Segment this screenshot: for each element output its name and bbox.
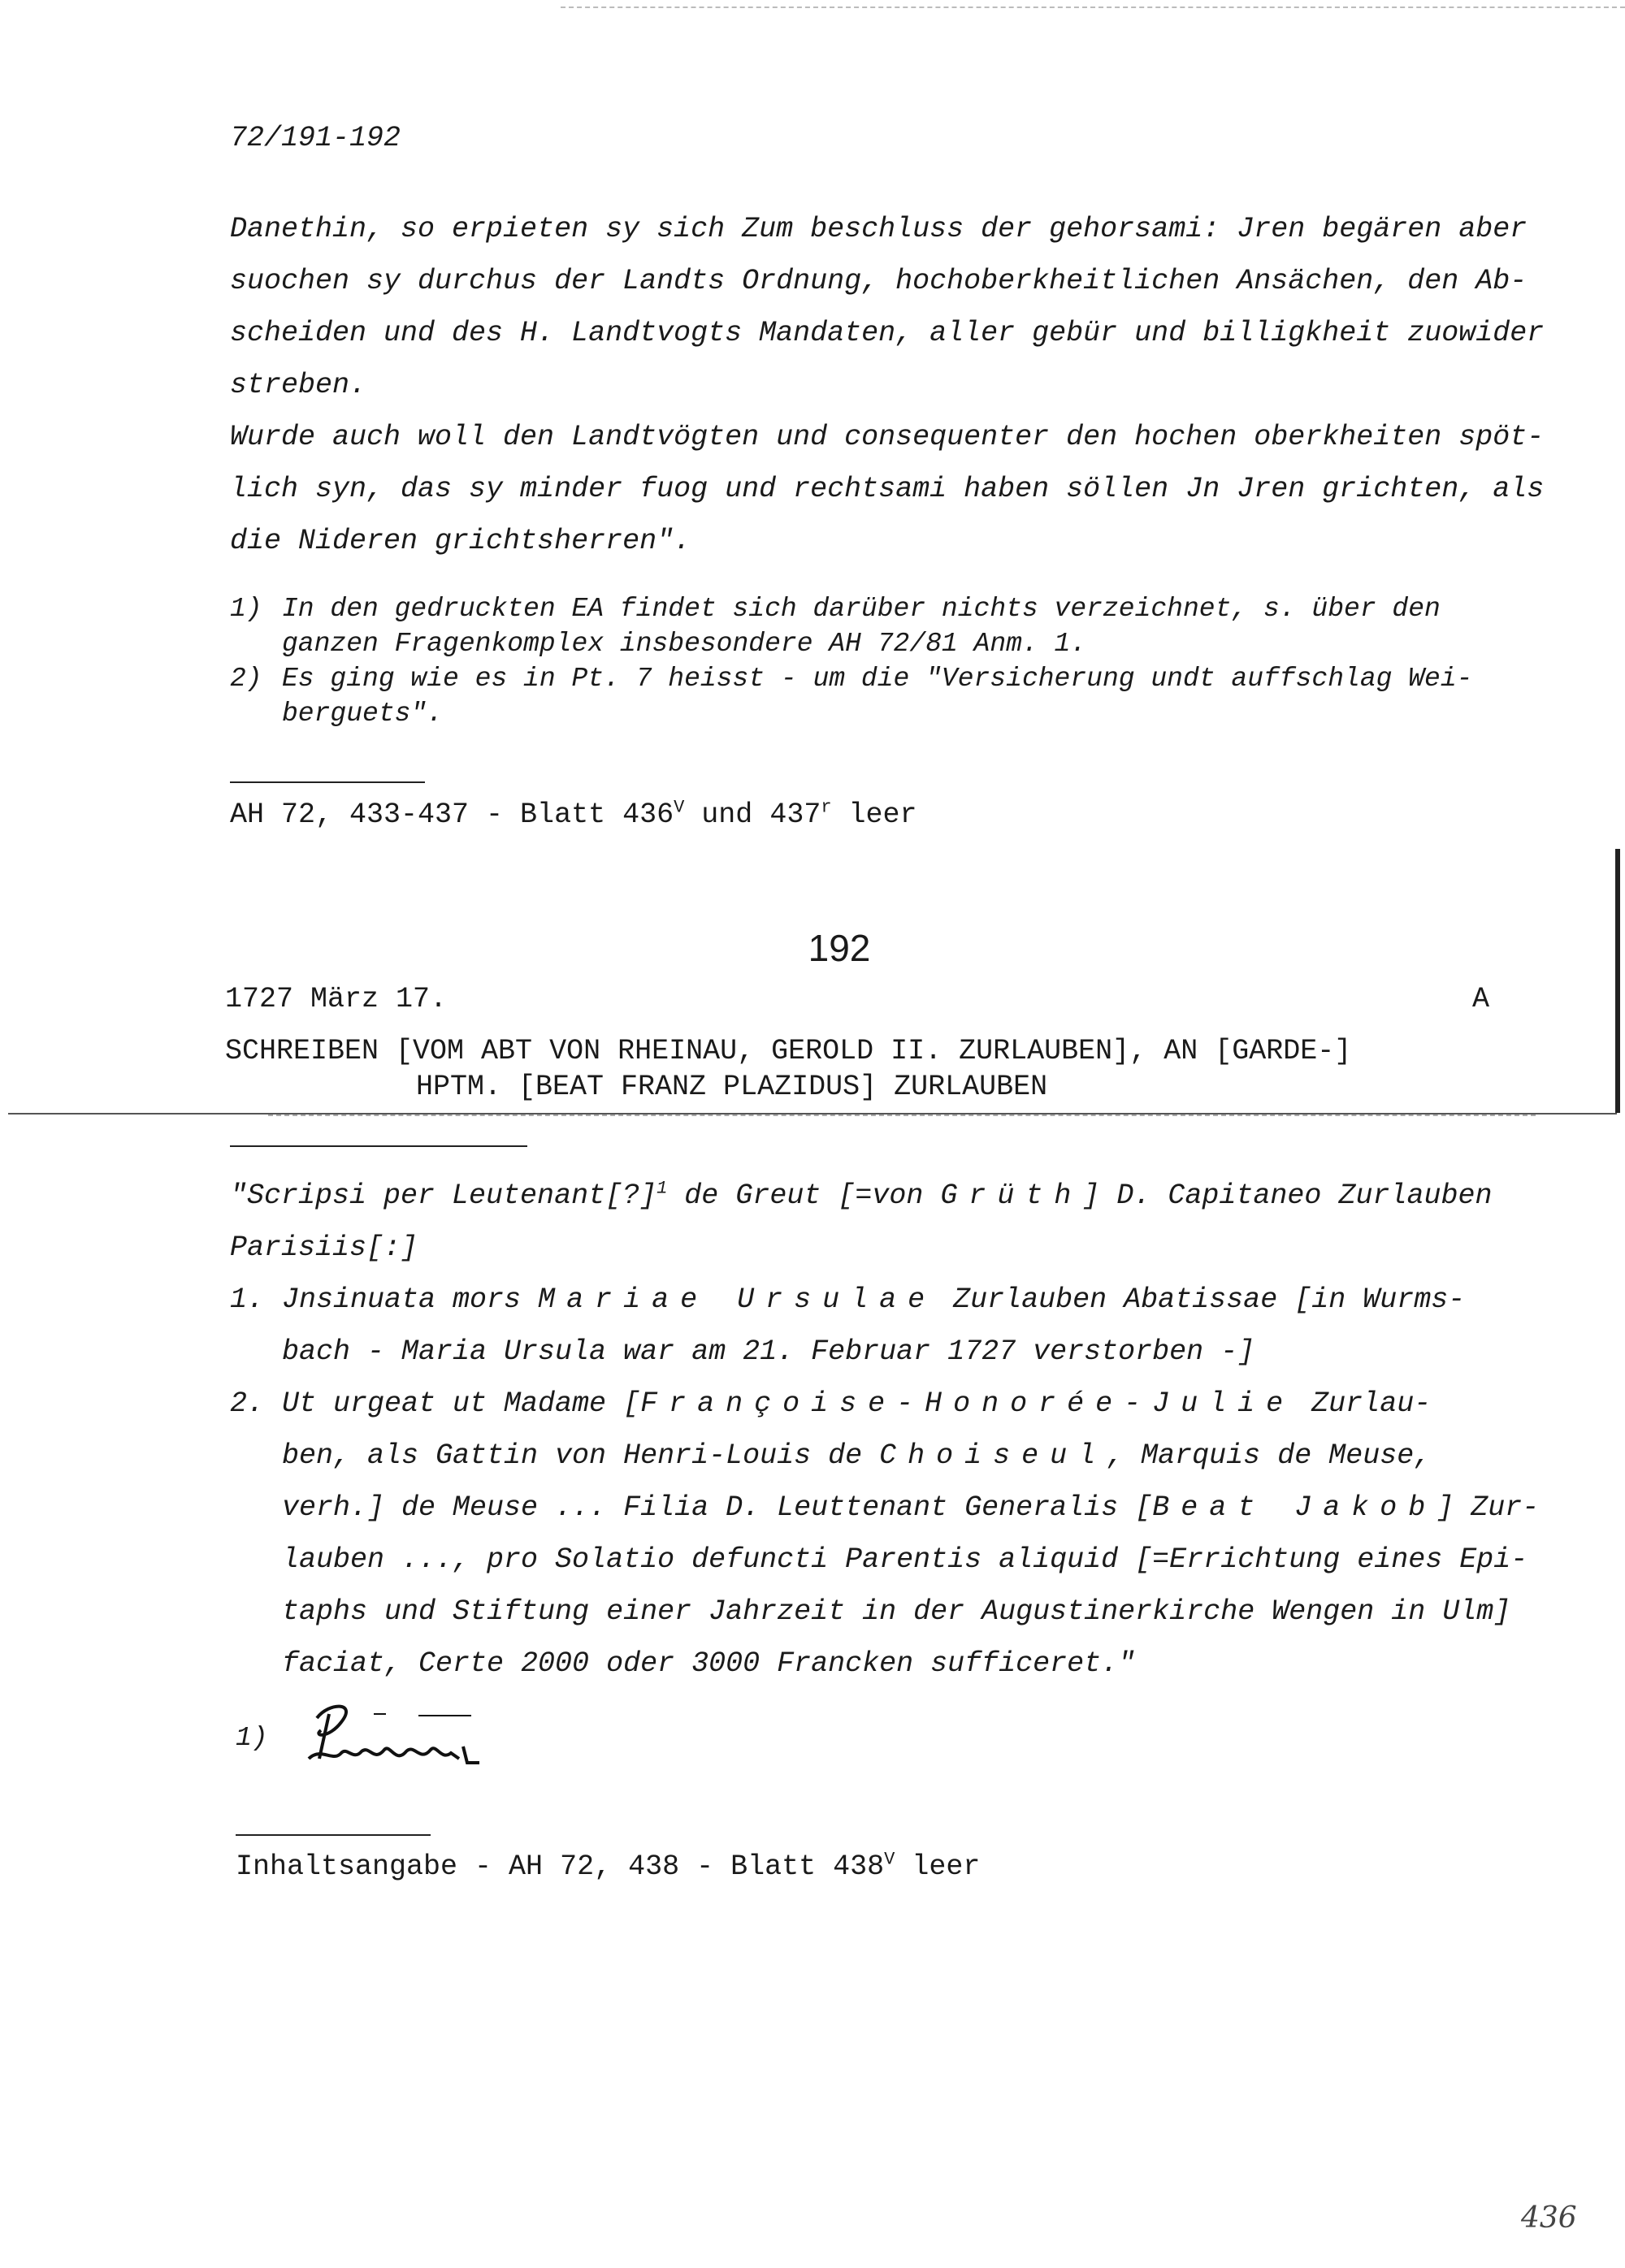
footnote-marker: 1 [656, 1178, 668, 1199]
superscript: r [821, 797, 832, 818]
footnote-text: ganzen Fragenkomplex insbesondere AH 72/81 Anm. 1. [282, 629, 1087, 659]
document-type-letter: A [1472, 983, 1490, 1015]
text-span: ] D. Capitaneo Zurlauben [1082, 1179, 1493, 1212]
text-line: streben. [230, 369, 367, 401]
spaced-name: Choiseul [879, 1439, 1107, 1472]
text-line: lauben ..., pro Solatio defuncti Parentis aliquid [=Errichtung eines Epi- [282, 1543, 1528, 1576]
spaced-name: Grüth [940, 1179, 1083, 1212]
source-text: leer [895, 1850, 981, 1883]
document-title-line-1: SCHREIBEN [VOM ABT VON RHEINAU, GEROLD II. ZURLAUBEN], AN [GARDE-] [225, 1035, 1352, 1067]
item-number: 1. [230, 1283, 265, 1316]
quote-line: Parisiis[:] [230, 1231, 418, 1264]
text-line [230, 1430, 1539, 1482]
text-span: ] Zur- [1436, 1491, 1540, 1524]
section-separator-faint [268, 1115, 1536, 1116]
footnote-divider [230, 781, 425, 783]
footnote-text: In den gedruckten EA findet sich darüber nichts verzeichnet, s. über den [282, 594, 1441, 624]
source-text: AH 72, 433-437 - Blatt 436 [230, 799, 674, 831]
text-line: lich syn, das sy minder fuog und rechtsami haben söllen Jn Jren grichten, als [230, 473, 1545, 505]
footnote-192-number: 1) [236, 1723, 268, 1753]
footnote-number: 2) [230, 664, 262, 694]
document-reference: 72/191-192 [230, 122, 401, 154]
text-line: suochen sy durchus der Landts Ordnung, hochoberkheitlichen Ansächen, den Ab- [230, 265, 1528, 297]
superscript: V [674, 797, 685, 818]
scan-edge-line [561, 6, 1625, 8]
quote-line [230, 1170, 1492, 1222]
quote-intro [230, 1170, 1492, 1274]
footnote-text: Es ging wie es in Pt. 7 heisst - um die "Versicherung undt auffschlag Wei- [282, 664, 1473, 694]
list-item [230, 1378, 1539, 1430]
document-date: 1727 März 17. [225, 983, 448, 1015]
text-line [230, 1482, 1539, 1534]
source-text: leer [831, 799, 917, 831]
superscript: V [884, 1849, 895, 1870]
text-line: taphs und Stiftung einer Jahrzeit in der Augustinerkirche Wengen in Ulm] [282, 1595, 1511, 1628]
continuation-paragraph [230, 203, 1544, 567]
handwriting-signature [297, 1698, 492, 1771]
spaced-name: Mariae Ursulae [538, 1283, 937, 1316]
document-title-line-2: HPTM. [BEAT FRANZ PLAZIDUS] ZURLAUBEN [416, 1071, 1048, 1103]
text-line: Wurde auch woll den Landtvögten und consequenter den hochen oberkheiten spöt- [230, 421, 1545, 453]
footnote-text: berguets". [282, 699, 444, 729]
footnotes-191 [230, 591, 1472, 731]
footnote-divider-192 [236, 1834, 431, 1836]
text-span: Zurlau- [1294, 1387, 1432, 1420]
text-line: bach - Maria Ursula war am 21. Februar 1727 verstorben -] [282, 1335, 1255, 1368]
quote-divider [230, 1145, 527, 1147]
source-line-192 [236, 1850, 980, 1883]
text-span: , Marquis de Meuse, [1107, 1439, 1432, 1472]
quote-items [230, 1274, 1539, 1690]
source-line-191 [230, 799, 917, 831]
text-span: "Scripsi per Leutenant[?] [230, 1179, 657, 1212]
text-span: verh.] de Meuse ... Filia D. Leuttenant Generalis [ [282, 1491, 1153, 1524]
footnote-1 [230, 591, 1472, 626]
text-line: Danethin, so erpieten sy sich Zum beschluss der gehorsami: Jren begären aber [230, 213, 1528, 245]
document-number: 192 [808, 927, 871, 969]
spaced-name: Beat Jakob [1152, 1491, 1437, 1524]
text-line: die Nideren grichtsherren". [230, 525, 691, 557]
item-number: 2. [230, 1387, 265, 1420]
source-text: und 437 [684, 799, 821, 831]
margin-bar [1615, 849, 1620, 1113]
text-span: ben, als Gattin von Henri-Louis de [282, 1439, 880, 1472]
list-item [230, 1274, 1539, 1326]
footnote-number: 1) [230, 594, 262, 624]
spaced-name: Françoise-Honorée-Julie [640, 1387, 1295, 1420]
text-span: Zurlauben Abatissae [in Wurms- [936, 1283, 1466, 1316]
footnote-2 [230, 661, 1472, 696]
handwritten-page-number: 436 [1521, 2201, 1577, 2235]
text-span: Ut urgeat ut Madame [ [282, 1387, 641, 1420]
text-span: Jnsinuata mors [282, 1283, 539, 1316]
text-span: de Greut [=von [667, 1179, 941, 1212]
source-text: Inhaltsangabe - AH 72, 438 - Blatt 438 [236, 1850, 885, 1883]
text-line: faciat, Certe 2000 oder 3000 Francken sufficeret." [282, 1647, 1136, 1680]
text-line: scheiden und des H. Landtvogts Mandaten, aller gebür und billigkheit zuowider [230, 317, 1545, 349]
